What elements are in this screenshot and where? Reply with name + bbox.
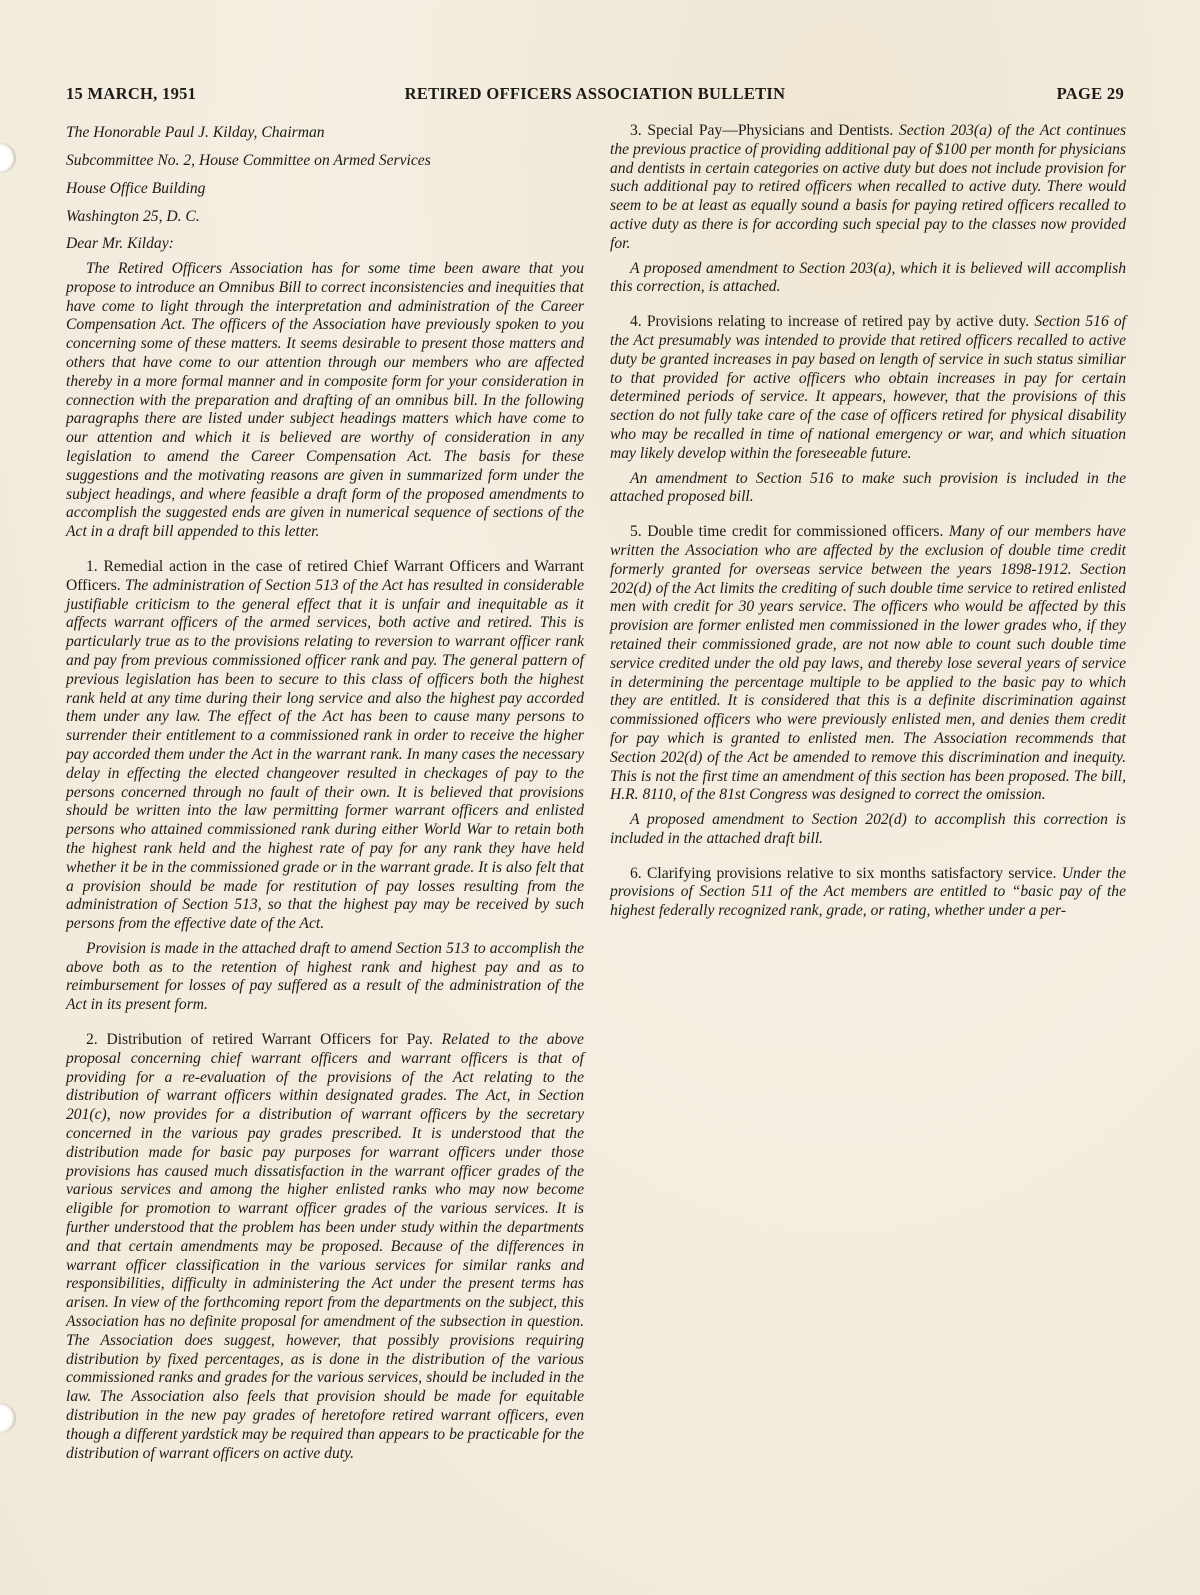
publication-title: RETIRED OFFICERS ASSOCIATION BULLETIN bbox=[404, 84, 786, 103]
section-body: Related to the above proposal concerning chief warrant officers and warrant officers is that of providing for a re-evaluation of the provisions of the Act relating to the distribution of warrant officers within designated grades. The Act, in Section 201(c), now provides for a distribution of warrant officers by the secretary concerned in the various pay grades prescribed. It is understood that the distribution made for basic pay purposes for warrant officers under those provisions has caused much dissatisfaction in the warrant officer grades of the various services and among the higher enlisted ranks who may now become eligible for promotion to warrant officer grades of the various services. It is further understood that the problem has been under study within the departments and that certain amendments may be proposed. Because of the differences in warrant officer classification in the various services for similar ranks and responsibilities, difficulty in administering the Act under the present terms has arisen. In view of the forthcoming report from the departments on the subject, this Association has no definite proposal for amendment of the subsection in question. The Association does suggest, however, that possibly provisions requiring distribution by fixed percentages, as is done in the distribution of the various commissioned ranks and grades for the various services, should be included in the law. The Association also feels that provision should be made for equitable distribution in the new pay grades of heretofore retired warrant officers, even though a different yardstick may be required than appears to be practicable for the distribution of warrant officers on active duty. bbox=[66, 1031, 584, 1462]
address-line: Washington 25, D. C. bbox=[66, 208, 200, 225]
section-1 bbox=[66, 558, 584, 934]
right-column bbox=[610, 122, 1126, 927]
section-heading: 1. Remedial action in the case of retired Chief Warrant Officers and Warrant Officers. bbox=[66, 557, 584, 594]
section-heading: 4. Provisions relating to increase of retired pay by active duty. bbox=[630, 313, 1030, 331]
section-note: A proposed amendment to Section 203(a), which it is believed will accomplish this correction, is attached. bbox=[610, 259, 1126, 296]
section-5 bbox=[610, 523, 1126, 805]
section-body: Section 516 of the Act presumably was intended to provide that retired officers recalled to active duty be granted increases in pay based on length of service in such status similiar to that provided for active officers who obtain increases in pay for certain determined periods of service. It appears, however, that the provisions of this section do not fully take care of the case of officers retired for physical disability who may be recalled in time of national emergency or war, and which situation may likely develop within the foreseeable future. bbox=[610, 313, 1126, 462]
left-column bbox=[66, 122, 584, 1469]
punch-hole bbox=[0, 1403, 16, 1433]
salutation: Dear Mr. Kilday: bbox=[66, 235, 174, 252]
page-number: PAGE 29 bbox=[1056, 84, 1124, 103]
section-heading: 3. Special Pay—Physicians and Dentists. bbox=[630, 122, 894, 139]
section-2 bbox=[66, 1031, 584, 1463]
section-body: Many of our members have written the Association who are affected by the exclusion of double time credit formerly granted for overseas service between the years 1898-1912. Section 202(d) of the Act limits the crediting of such double time service to retired enlisted men with credit for 30 years service. The officers who would be affected by this provision are former enlisted men commissioned in the lower grades who, if they retained their commissioned grade, are not now able to count such double time service credited under the old pay laws, and thereby lose several years of service in determining the percentage multiple to be applied to the basic pay to which they are entitled. It is considered that this is a definite discrimination against commissioned officers who were previously enlisted men, and denies them credit for pay which is granted to enlisted men. The Association recommends that Section 202(d) of the Act be amended to remove this discrimination and inequity. This is not the first time an amendment of this section has been proposed. The bill, H.R. 8110, of the 81st Congress was designed to correct the omission. bbox=[610, 523, 1126, 804]
section-heading: 5. Double time credit for commissioned officers. bbox=[630, 523, 944, 541]
section-6 bbox=[610, 865, 1126, 921]
punch-hole bbox=[0, 143, 16, 173]
page-header bbox=[66, 84, 1124, 110]
section-heading: 6. Clarifying provisions relative to six months satisfactory service. bbox=[630, 864, 1057, 882]
address-line: The Honorable Paul J. Kilday, Chairman bbox=[66, 124, 325, 141]
section-note: An amendment to Section 516 to make such provision is included in the attached proposed bill. bbox=[610, 469, 1126, 506]
section-4 bbox=[610, 313, 1126, 463]
intro-paragraph: The Retired Officers Association has for some time been aware that you propose to introduce an Omnibus Bill to correct inconsistencies and inequities that have come to light through the interpretation and administration of the Career Compensation Act. The officers of the Association have previously spoken to you concerning some of these matters. It seems desirable to present those matters and others that have come to our attention through our members who are affected thereby in a more formal manner and in composite form for your consideration in connection with the preparation and drafting of an omnibus bill. In the following paragraphs there are listed under subject headings matters which have come to our attention and which it is believed are worthy of consideration in any legislation to amend the Career Compensation Act. The basis for these suggestions and the motivating reasons are given in summarized form under the subject headings, and where feasible a draft form of the proposed amendments to accomplish the suggested ends are given in numerical sequence of sections of the Act in a draft bill appended to this letter. bbox=[66, 260, 584, 541]
section-note: A proposed amendment to Section 202(d) to accomplish this correction is included in the attached draft bill. bbox=[610, 811, 1126, 847]
section-body: The administration of Section 513 of the Act has resulted in considerable justifiable criticism to the general effect that it is unfair and inequitable as it affects warrant officers of the armed services, both active and retired. This is particularly true as to the provisions relating to reversion to warrant officer rank and pay from previous commissioned officer rank and pay. The general pattern of previous legislation has been to secure to this class of officers both the highest rank held at any time during their long service and also the highest pay accorded them under any law. The effect of the Act has been to cause many persons to surrender their entitlement to a commissioned rank in order to receive the higher pay accorded them under the Act in the warrant rank. In many cases the necessary delay in effecting the elected changeover resulted in checkages of pay to the persons concerned through no fault of their own. It is believed that provisions should be written into the law permitting former warrant officers and enlisted persons who attained commissioned rank during either World War to retain both the highest rank held and the highest rate of pay for any rank they have held whether it be in the commissioned grade or in the warrant grade. It is also felt that a provision should be made for restitution of pay losses resulting from the administration of Section 513, so that the highest pay may be received by such persons from the effective date of the Act. bbox=[66, 576, 584, 933]
section-body: Under the provisions of Section 511 of the Act members are entitled to “basic pay of the highest federally recognized rank, grade, or rating, whether under a per- bbox=[610, 864, 1127, 920]
section-3 bbox=[610, 122, 1126, 254]
address-line: Subcommittee No. 2, House Committee on Armed Services bbox=[66, 152, 431, 169]
issue-date: 15 MARCH, 1951 bbox=[66, 84, 197, 103]
section-body: Section 203(a) of the Act continues the previous practice of providing additional pay of $100 per month for physicians and dentists in certain categories on active duty but does not include provision for such additional pay to retired officers when recalled to active duty. There would seem to be at least as equally sound a basis for paying retired officers recalled to active duty as there is for according such special pay to the classes now provided for. bbox=[610, 122, 1127, 252]
section-heading: 2. Distribution of retired Warrant Officers for Pay. bbox=[86, 1031, 433, 1049]
section-note: Provision is made in the attached draft to amend Section 513 to accomplish the above both as to the retention of highest rank and highest pay and as to reimbursement for losses of pay suffered as a result of the administration of the Act in its present form. bbox=[66, 939, 584, 1014]
address-line: House Office Building bbox=[66, 180, 206, 197]
